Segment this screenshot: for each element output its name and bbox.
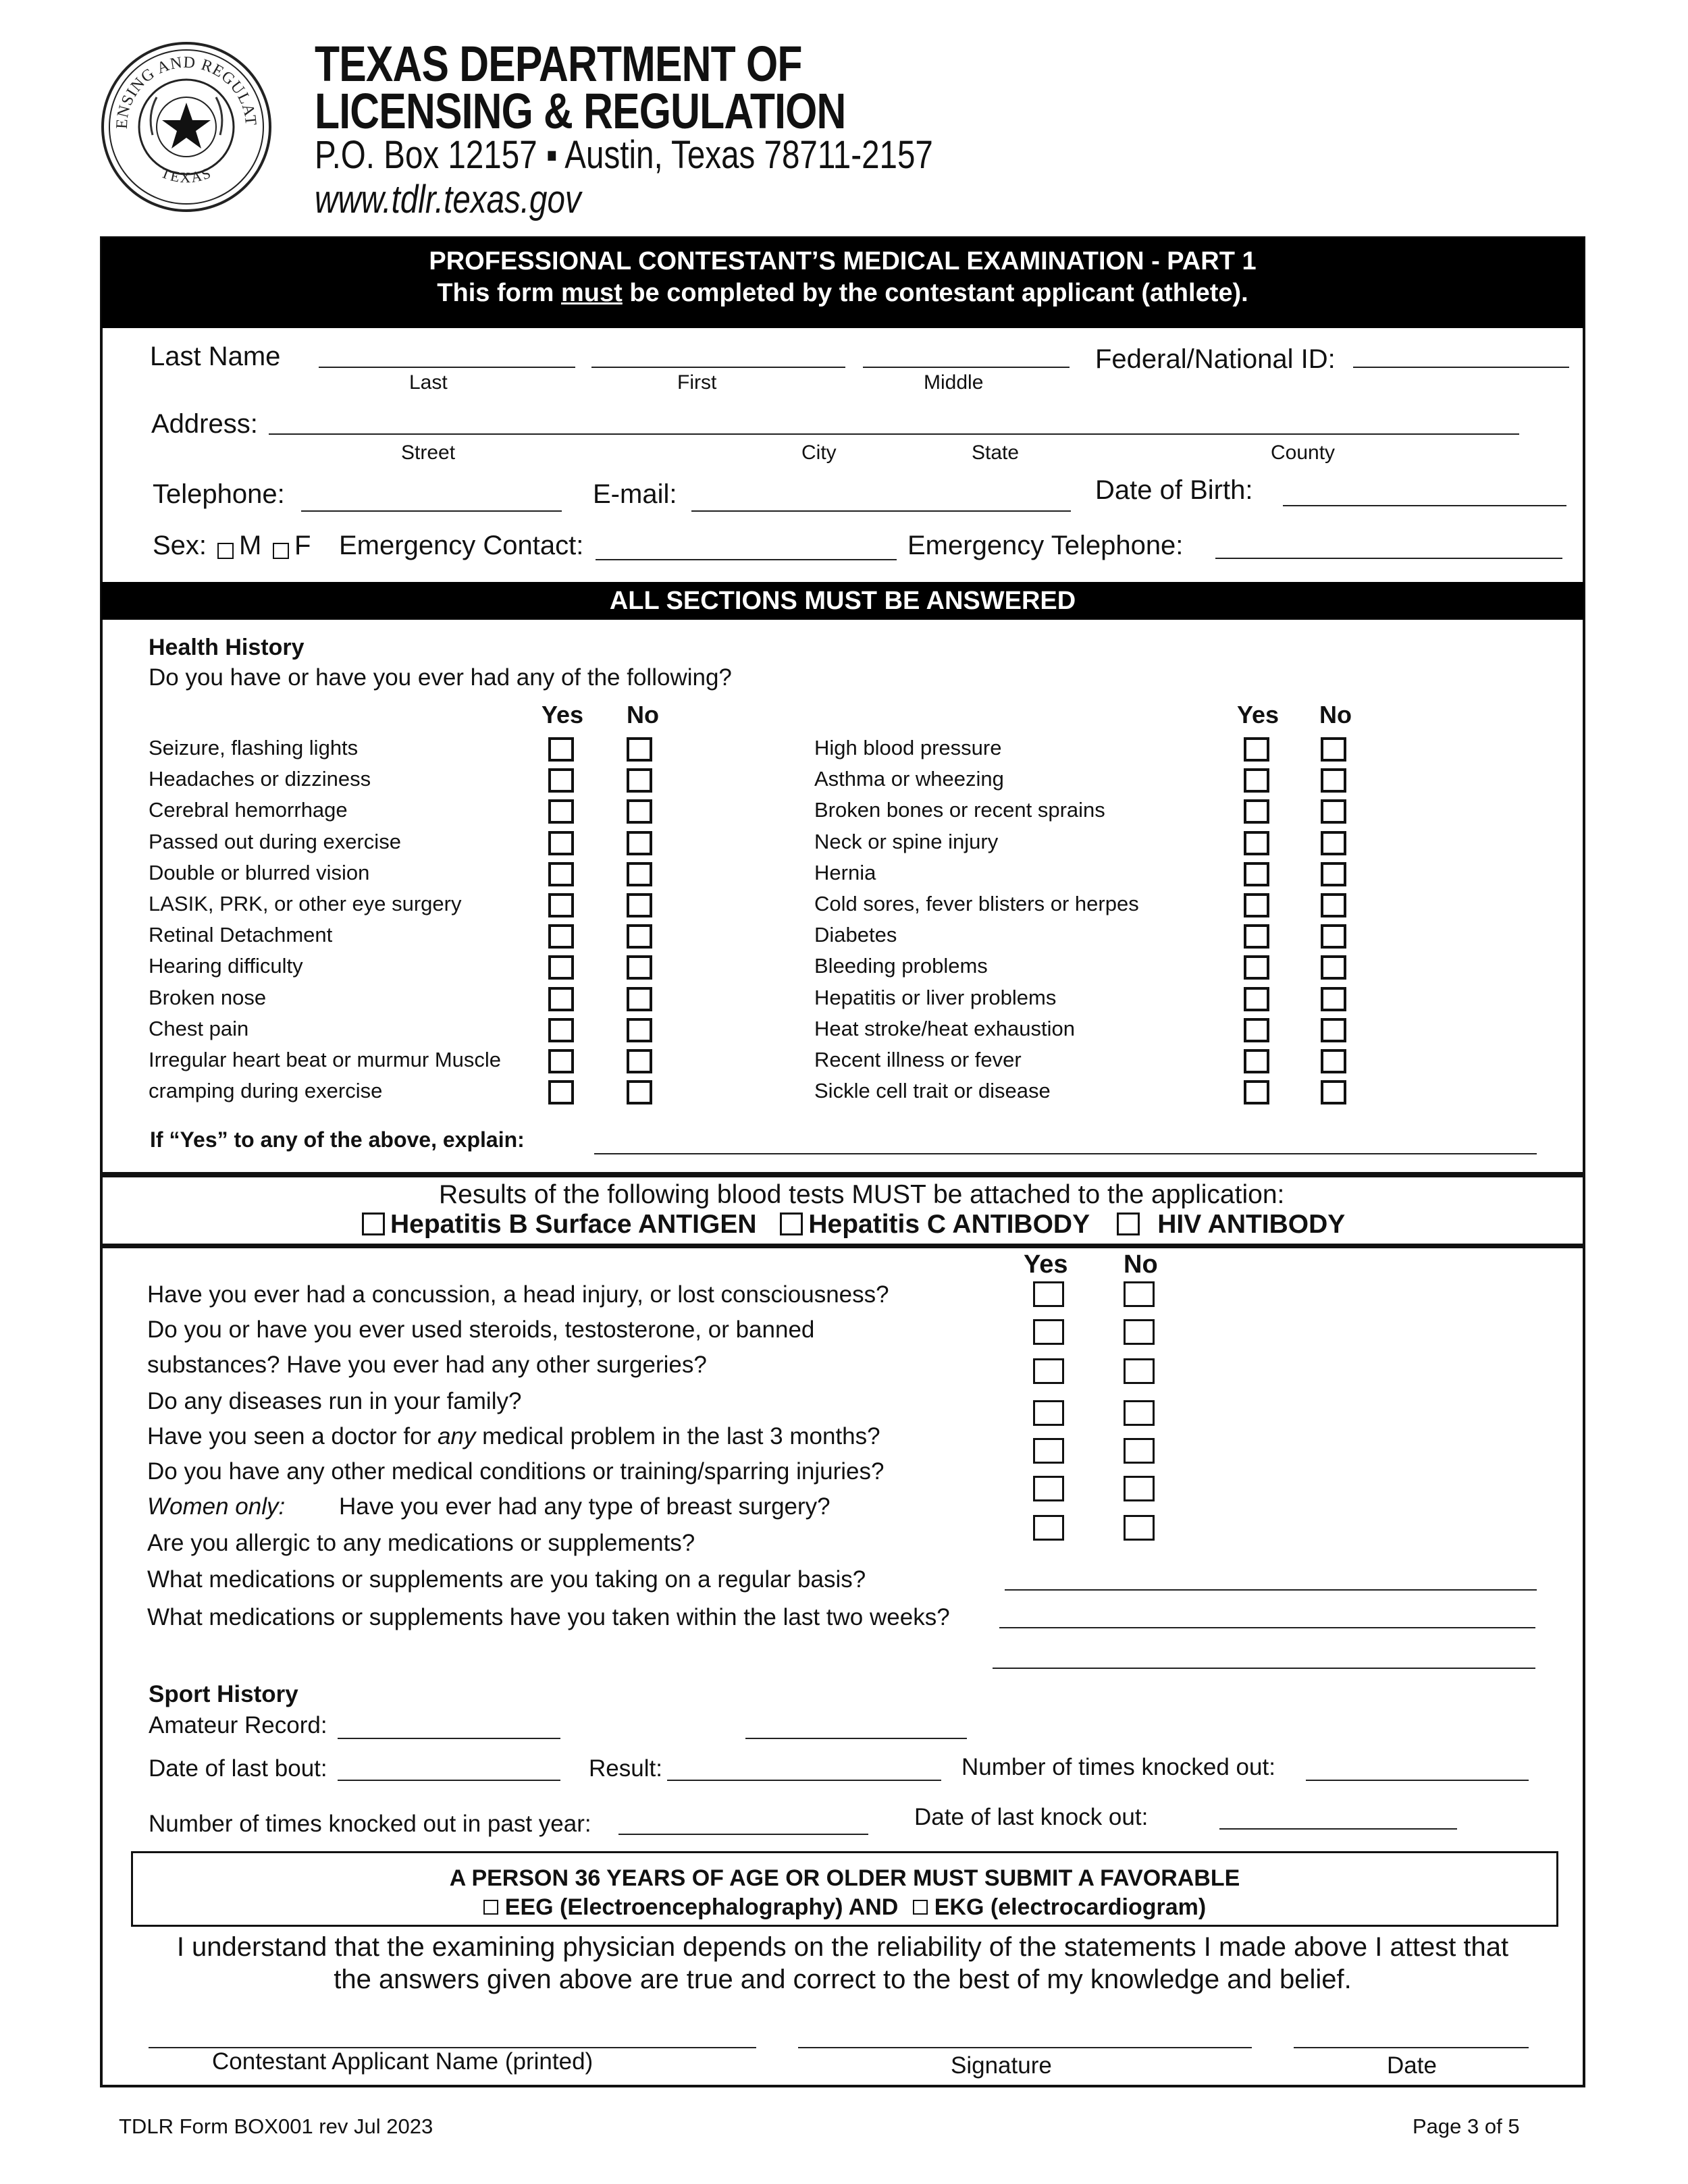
hep-c-checkbox[interactable] bbox=[780, 1213, 803, 1235]
hh-left-yes-checkbox[interactable] bbox=[548, 893, 574, 917]
hh-right-yes-checkbox[interactable] bbox=[1244, 799, 1269, 824]
hh-left-item-label: Cerebral hemorrhage bbox=[149, 798, 348, 822]
hh-left-no-checkbox[interactable] bbox=[627, 987, 652, 1011]
sex-f-label: F bbox=[294, 531, 311, 560]
question-recent-medications: What medications or supplements have you taken within the last two weeks? bbox=[147, 1604, 950, 1630]
org-name-line1: TEXAS DEPARTMENT OF bbox=[315, 36, 802, 92]
question-yes-checkbox[interactable] bbox=[1033, 1438, 1064, 1464]
regular-medications-field[interactable] bbox=[1005, 1589, 1537, 1591]
hh-right-no-checkbox[interactable] bbox=[1321, 862, 1346, 886]
result-field[interactable] bbox=[667, 1780, 941, 1781]
date-label: Date bbox=[1387, 2052, 1437, 2079]
attestation-line2: the answers given above are true and correct to the best of my knowledge and belief. bbox=[334, 1965, 1352, 1994]
q-no-header: No bbox=[1124, 1250, 1158, 1279]
question-yes-checkbox[interactable] bbox=[1033, 1515, 1064, 1541]
last-sub-label: Last bbox=[409, 371, 448, 394]
hh-left-item-label: Hearing difficulty bbox=[149, 954, 303, 978]
q5-pre: Have you seen a doctor for bbox=[147, 1423, 438, 1449]
hep-b-label: Hepatitis B Surface ANTIGEN bbox=[390, 1210, 757, 1239]
hh-left-item-label: Chest pain bbox=[149, 1016, 249, 1040]
hh-right-yes-header: Yes bbox=[1237, 701, 1280, 728]
hh-left-no-checkbox[interactable] bbox=[627, 768, 652, 793]
hh-right-no-checkbox[interactable] bbox=[1321, 924, 1346, 949]
org-address: P.O. Box 12157 ▪ Austin, Texas 78711-2157 bbox=[315, 133, 933, 177]
hh-left-yes-header: Yes bbox=[542, 701, 584, 728]
hh-right-no-header: No bbox=[1319, 701, 1352, 728]
hh-left-item-label: Retinal Detachment bbox=[149, 923, 333, 947]
hh-left-item-label: Headaches or dizziness bbox=[149, 767, 371, 791]
emergency-telephone-label: Emergency Telephone: bbox=[907, 531, 1184, 560]
hh-left-no-checkbox[interactable] bbox=[627, 799, 652, 824]
ekg-checkbox[interactable] bbox=[913, 1900, 928, 1915]
age-notice-line1: A PERSON 36 YEARS OF AGE OR OLDER MUST SUBMIT A FAVORABLE bbox=[449, 1865, 1240, 1891]
hh-right-yes-checkbox[interactable] bbox=[1244, 924, 1269, 949]
state-sub-label: State bbox=[972, 442, 1020, 464]
footer-form-id: TDLR Form BOX001 rev Jul 2023 bbox=[119, 2114, 433, 2138]
eeg-label: EEG (Electroencephalography) AND bbox=[504, 1894, 899, 1920]
blood-tests-heading: Results of the following blood tests MUST be attached to the application: bbox=[439, 1180, 1285, 1209]
middle-name-field[interactable] bbox=[863, 367, 1070, 368]
dob-field[interactable] bbox=[1283, 505, 1566, 506]
hh-left-yes-checkbox[interactable] bbox=[548, 1018, 574, 1042]
hh-left-no-checkbox[interactable] bbox=[627, 831, 652, 855]
hh-right-yes-checkbox[interactable] bbox=[1244, 893, 1269, 917]
date-last-bout-label: Date of last bout: bbox=[149, 1755, 327, 1782]
question-no-checkbox[interactable] bbox=[1124, 1358, 1155, 1384]
eeg-checkbox[interactable] bbox=[483, 1900, 498, 1915]
hiv-checkbox[interactable] bbox=[1117, 1213, 1140, 1235]
address-label: Address: bbox=[151, 409, 258, 439]
question-yes-checkbox[interactable] bbox=[1033, 1476, 1064, 1501]
emergency-contact-label: Emergency Contact: bbox=[339, 531, 584, 560]
hep-b-checkbox[interactable] bbox=[362, 1213, 385, 1235]
explain-field[interactable] bbox=[594, 1153, 1537, 1154]
hh-left-no-checkbox[interactable] bbox=[627, 893, 652, 917]
last-name-field[interactable] bbox=[319, 367, 575, 368]
printed-name-label: Contestant Applicant Name (printed) bbox=[212, 2048, 594, 2075]
all-sections-banner: ALL SECTIONS MUST BE ANSWERED bbox=[101, 582, 1584, 620]
hh-right-yes-checkbox[interactable] bbox=[1244, 831, 1269, 855]
hh-left-yes-checkbox[interactable] bbox=[548, 1080, 574, 1104]
question-yes-checkbox[interactable] bbox=[1033, 1319, 1064, 1345]
emergency-telephone-field[interactable] bbox=[1215, 558, 1562, 559]
question-no-checkbox[interactable] bbox=[1124, 1400, 1155, 1426]
amateur-record-field-2[interactable] bbox=[745, 1738, 967, 1739]
hh-left-no-checkbox[interactable] bbox=[627, 737, 652, 762]
last-name-label: Last Name bbox=[150, 342, 281, 371]
sex-f-checkbox[interactable] bbox=[273, 543, 289, 559]
hh-right-no-checkbox[interactable] bbox=[1321, 768, 1346, 793]
recent-medications-field-2[interactable] bbox=[993, 1668, 1535, 1669]
times-ko-field[interactable] bbox=[1306, 1780, 1529, 1781]
age-notice-box bbox=[131, 1851, 1558, 1927]
hh-right-item-label: Broken bones or recent sprains bbox=[814, 798, 1105, 822]
hh-left-yes-checkbox[interactable] bbox=[548, 831, 574, 855]
hh-right-yes-checkbox[interactable] bbox=[1244, 862, 1269, 886]
q5-post: medical problem in the last 3 months? bbox=[475, 1423, 880, 1449]
age-notice-line2 bbox=[133, 1894, 1556, 1921]
hh-right-yes-checkbox[interactable] bbox=[1244, 1049, 1269, 1073]
question-no-checkbox[interactable] bbox=[1124, 1438, 1155, 1464]
emergency-contact-field[interactable] bbox=[596, 559, 897, 560]
question-no-checkbox[interactable] bbox=[1124, 1476, 1155, 1501]
hh-left-yes-checkbox[interactable] bbox=[548, 768, 574, 793]
hh-left-yes-checkbox[interactable] bbox=[548, 924, 574, 949]
question-regular-medications: What medications or supplements are you taking on a regular basis? bbox=[147, 1566, 866, 1593]
hh-right-item-label: Heat stroke/heat exhaustion bbox=[814, 1016, 1076, 1040]
hh-left-no-checkbox[interactable] bbox=[627, 862, 652, 886]
hh-left-yes-checkbox[interactable] bbox=[548, 737, 574, 762]
hh-left-item-label: LASIK, PRK, or other eye surgery bbox=[149, 892, 462, 915]
hh-right-no-checkbox[interactable] bbox=[1321, 1049, 1346, 1073]
telephone-field[interactable] bbox=[301, 510, 562, 512]
question-allergies: Are you allergic to any medications or supplements? bbox=[147, 1530, 695, 1556]
first-sub-label: First bbox=[677, 371, 717, 394]
question-surgeries: substances? Have you ever had any other surgeries? bbox=[147, 1352, 707, 1378]
form-title-line1: PROFESSIONAL CONTESTANT’S MEDICAL EXAMINATION - PART 1 bbox=[429, 247, 1257, 275]
hh-left-yes-checkbox[interactable] bbox=[548, 799, 574, 824]
question-doctor-visit bbox=[147, 1423, 880, 1450]
sex-m-label: M bbox=[239, 531, 262, 560]
hh-left-no-checkbox[interactable] bbox=[627, 955, 652, 980]
hh-left-item-label: Seizure, flashing lights bbox=[149, 736, 359, 760]
hh-right-item-label: High blood pressure bbox=[814, 736, 1002, 760]
hh-right-no-checkbox[interactable] bbox=[1321, 1018, 1346, 1042]
title-must: must bbox=[560, 279, 623, 307]
question-no-checkbox[interactable] bbox=[1124, 1281, 1155, 1307]
first-name-field[interactable] bbox=[591, 367, 845, 368]
federal-id-field[interactable] bbox=[1353, 367, 1569, 368]
question-steroids: Do you or have you ever used steroids, testosterone, or banned bbox=[147, 1316, 815, 1343]
org-website[interactable]: www.tdlr.texas.gov bbox=[315, 178, 581, 221]
form-title-line2 bbox=[101, 279, 1584, 308]
hh-right-item-label: Sickle cell trait or disease bbox=[814, 1079, 1051, 1103]
email-field[interactable] bbox=[691, 510, 1071, 512]
hh-right-item-label: Diabetes bbox=[814, 923, 897, 947]
hh-right-yes-checkbox[interactable] bbox=[1244, 1018, 1269, 1042]
attestation-line1: I understand that the examining physician depends on the reliability of the statements I made above I attest that bbox=[176, 1932, 1509, 1962]
hh-right-item-label: Neck or spine injury bbox=[814, 829, 999, 853]
dob-label: Date of Birth: bbox=[1095, 475, 1253, 505]
hh-right-item-label: Cold sores, fever blisters or herpes bbox=[814, 892, 1139, 915]
hh-right-no-checkbox[interactable] bbox=[1321, 987, 1346, 1011]
address-field[interactable] bbox=[269, 433, 1519, 435]
middle-sub-label: Middle bbox=[924, 371, 984, 394]
amateur-record-field[interactable] bbox=[338, 1738, 560, 1739]
amateur-record-label: Amateur Record: bbox=[149, 1712, 327, 1738]
hh-right-yes-checkbox[interactable] bbox=[1244, 955, 1269, 980]
blood-tests-options bbox=[362, 1210, 1345, 1240]
hh-right-yes-checkbox[interactable] bbox=[1244, 987, 1269, 1011]
hh-right-no-checkbox[interactable] bbox=[1321, 799, 1346, 824]
recent-medications-field[interactable] bbox=[999, 1627, 1535, 1628]
times-ko-label: Number of times knocked out: bbox=[961, 1754, 1275, 1780]
hh-right-yes-checkbox[interactable] bbox=[1244, 768, 1269, 793]
hh-right-item-label: Hepatitis or liver problems bbox=[814, 985, 1057, 1009]
hh-left-no-checkbox[interactable] bbox=[627, 1049, 652, 1073]
date-last-bout-field[interactable] bbox=[338, 1780, 560, 1781]
footer-page-number: Page 3 of 5 bbox=[1413, 2114, 1520, 2138]
street-sub-label: Street bbox=[401, 442, 456, 464]
org-name-line2: LICENSING & REGULATION bbox=[315, 83, 846, 139]
hh-right-item-label: Asthma or wheezing bbox=[814, 767, 1004, 791]
federal-id-label: Federal/National ID: bbox=[1095, 344, 1336, 374]
result-label: Result: bbox=[589, 1755, 662, 1782]
blood-tests-top-rule bbox=[101, 1172, 1584, 1177]
hh-right-no-checkbox[interactable] bbox=[1321, 1080, 1346, 1104]
form-title-bar bbox=[101, 238, 1584, 328]
ekg-label: EKG (electrocardiogram) bbox=[934, 1894, 1207, 1920]
hh-right-item-label: Hernia bbox=[814, 860, 876, 884]
hh-left-yes-checkbox[interactable] bbox=[548, 955, 574, 980]
question-women-only-label: Women only: bbox=[147, 1493, 286, 1520]
hh-right-yes-checkbox[interactable] bbox=[1244, 737, 1269, 762]
times-ko-past-year-label: Number of times knocked out in past year: bbox=[149, 1811, 591, 1837]
blood-tests-bottom-rule bbox=[101, 1244, 1584, 1248]
date-last-ko-label: Date of last knock out: bbox=[914, 1804, 1149, 1830]
hiv-label: HIV ANTIBODY bbox=[1157, 1210, 1346, 1239]
times-ko-past-year-field[interactable] bbox=[618, 1834, 868, 1835]
form-frame bbox=[100, 236, 1585, 2087]
hh-left-no-header: No bbox=[627, 701, 659, 728]
hh-left-no-checkbox[interactable] bbox=[627, 1018, 652, 1042]
question-yes-checkbox[interactable] bbox=[1033, 1400, 1064, 1426]
hh-right-item-label: Bleeding problems bbox=[814, 954, 988, 978]
question-yes-checkbox[interactable] bbox=[1033, 1358, 1064, 1384]
q5-any: any bbox=[437, 1423, 476, 1449]
q-yes-header: Yes bbox=[1024, 1250, 1068, 1279]
signature-label: Signature bbox=[951, 2052, 1052, 2079]
hh-right-item-label: Recent illness or fever bbox=[814, 1048, 1022, 1071]
seal-text-top: ENSING AND REGULAT bbox=[113, 53, 260, 130]
date-field[interactable] bbox=[1294, 2047, 1529, 2048]
hh-left-yes-checkbox[interactable] bbox=[548, 987, 574, 1011]
telephone-label: Telephone: bbox=[153, 479, 285, 509]
email-label: E-mail: bbox=[593, 479, 677, 509]
hh-left-item-label: Irregular heart beat or murmur Muscle bbox=[149, 1048, 502, 1071]
sex-label: Sex: bbox=[153, 531, 207, 560]
hh-right-no-checkbox[interactable] bbox=[1321, 737, 1346, 762]
attestation-text bbox=[101, 1931, 1584, 1996]
hh-left-item-label: Passed out during exercise bbox=[149, 829, 401, 853]
signature-field[interactable] bbox=[798, 2047, 1252, 2048]
sex-m-checkbox[interactable] bbox=[217, 543, 234, 559]
question-yes-checkbox[interactable] bbox=[1033, 1281, 1064, 1307]
hep-c-label: Hepatitis C ANTIBODY bbox=[808, 1210, 1090, 1239]
city-sub-label: City bbox=[801, 442, 837, 464]
hh-left-item-label: cramping during exercise bbox=[149, 1079, 383, 1103]
date-last-ko-field[interactable] bbox=[1219, 1828, 1457, 1830]
tdlr-seal-logo bbox=[100, 41, 273, 213]
title-post: be completed by the contestant applicant (athlete). bbox=[622, 279, 1248, 307]
question-no-checkbox[interactable] bbox=[1124, 1515, 1155, 1541]
explain-label: If “Yes” to any of the above, explain: bbox=[150, 1127, 525, 1152]
seal-text-bottom: TEXAS bbox=[158, 163, 215, 186]
hh-left-yes-checkbox[interactable] bbox=[548, 862, 574, 886]
question-other-conditions: Do you have any other medical conditions or training/sparring injuries? bbox=[147, 1458, 885, 1485]
hh-right-no-checkbox[interactable] bbox=[1321, 831, 1346, 855]
svg-text:LICENSING AND REGULATION bbox=[100, 41, 259, 129]
question-breast-surgery: Have you ever had any type of breast surgery? bbox=[339, 1493, 830, 1520]
health-history-heading: Health History bbox=[149, 635, 305, 660]
hh-left-item-label: Broken nose bbox=[149, 985, 267, 1009]
hh-left-no-checkbox[interactable] bbox=[627, 1080, 652, 1104]
hh-right-no-checkbox[interactable] bbox=[1321, 955, 1346, 980]
hh-left-item-label: Double or blurred vision bbox=[149, 860, 370, 884]
question-family-diseases: Do any diseases run in your family? bbox=[147, 1388, 522, 1414]
hh-left-yes-checkbox[interactable] bbox=[548, 1049, 574, 1073]
title-pre: This form bbox=[437, 279, 561, 307]
hh-left-no-checkbox[interactable] bbox=[627, 924, 652, 949]
health-history-question: Do you have or have you ever had any of the following? bbox=[149, 664, 732, 691]
hh-right-yes-checkbox[interactable] bbox=[1244, 1080, 1269, 1104]
question-no-checkbox[interactable] bbox=[1124, 1319, 1155, 1345]
question-concussion: Have you ever had a concussion, a head injury, or lost consciousness? bbox=[147, 1281, 889, 1308]
county-sub-label: County bbox=[1271, 442, 1336, 464]
hh-right-no-checkbox[interactable] bbox=[1321, 893, 1346, 917]
sport-history-heading: Sport History bbox=[149, 1681, 298, 1707]
svg-text:TEXAS bbox=[159, 164, 214, 186]
